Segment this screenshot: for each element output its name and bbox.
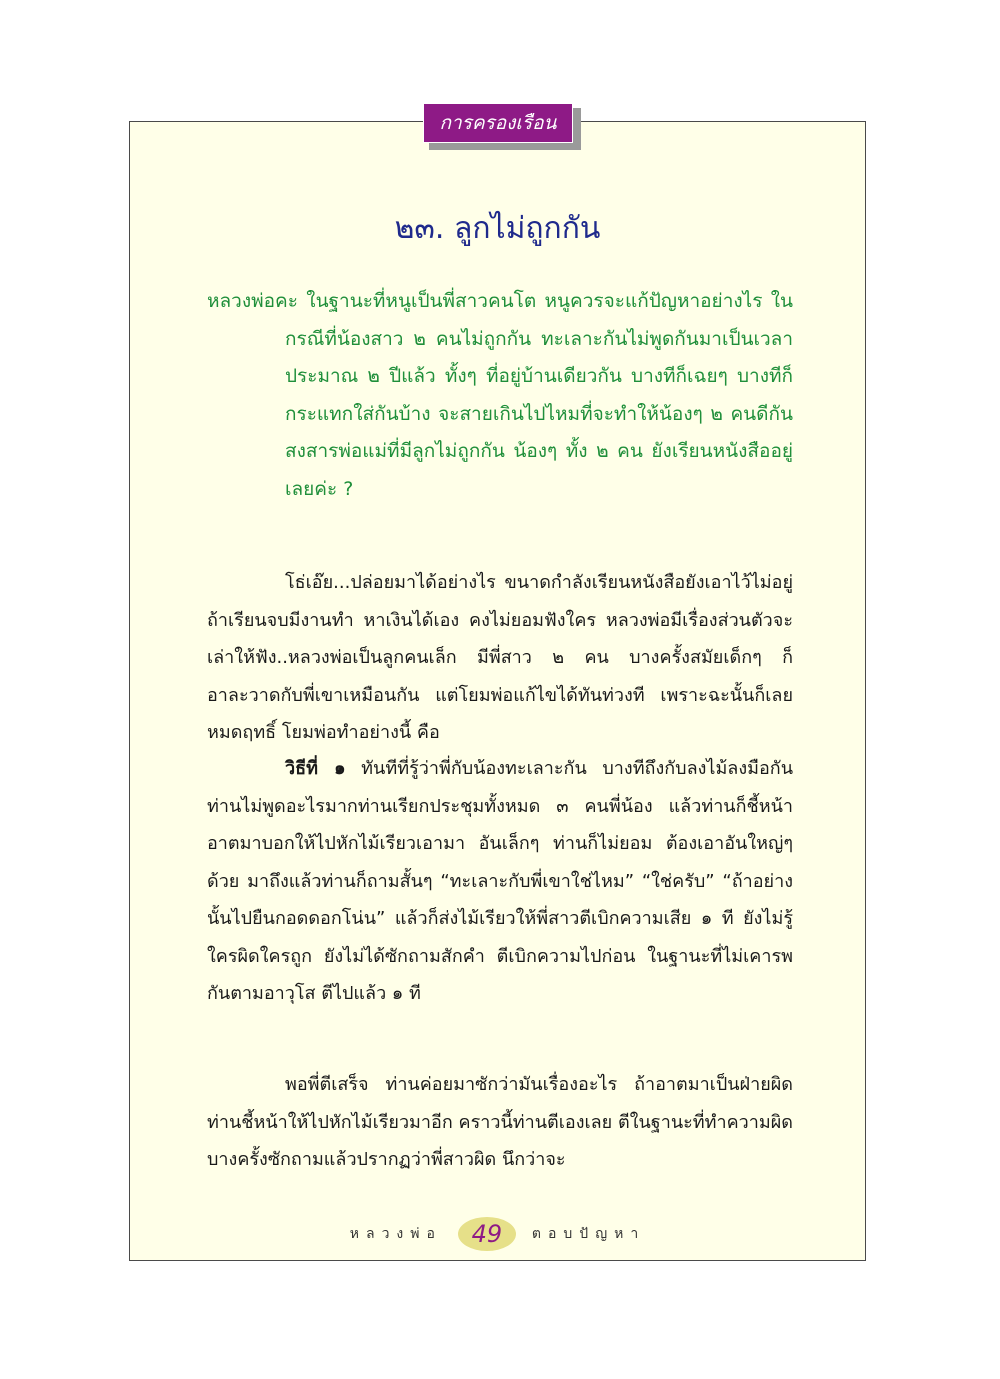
- question-text: หลวงพ่อคะ ในฐานะที่หนูเป็นพี่สาวคนโต หนูควรจะแก้ปัญหาอย่างไร ในกรณีที่น้องสาว ๒ คนไม่ถูกกัน ทะเลาะกันไม่พูดกันมาเป็นเวลาประมาณ ๒ ปีแล้ว ทั้งๆ ที่อยู่บ้านเดียวกัน บางทีก็เฉยๆ บางทีก็กระแทกใส่กันบ้าง จะสายเกินไปไหมที่จะทำให้น้องๆ ๒ คนดีกัน สงสารพ่อแม่ที่มีลูกไม่ถูกกัน น้องๆ ทั้ง ๒ คน ยังเรียนหนังสืออยู่เลยค่ะ ?: [207, 290, 793, 500]
- footer-left-text: หลวงพ่อ: [349, 1226, 442, 1242]
- footer-right-text: ตอบปัญหา: [531, 1226, 646, 1242]
- section-tab: การครองเรือน: [423, 103, 573, 143]
- answer-paragraph-1: โธ่เอ๊ย...ปล่อยมาได้อย่างไร ขนาดกำลังเรียนหนังสือยังเอาไว้ไม่อยู่ ถ้าเรียนจบมีงานทำ หาเงินได้เอง คงไม่ยอมฟังใคร หลวงพ่อมีเรื่องส่วนตัวจะเล่าให้ฟัง..หลวงพ่อเป็นลูกคนเล็ก มีพี่สาว ๒ คน บางครั้งสมัยเด็กๆ ก็อาละวาดกับพี่เขาเหมือนกัน แต่โยมพ่อแก้ไขได้ทันท่วงที เพราะฉะนั้นก็เลยหมดฤทธิ์ โยมพ่อทำอย่างนี้ คือ: [207, 572, 793, 743]
- method-text: ทันทีที่รู้ว่าพี่กับน้องทะเลาะกัน บางทีถึงกับลงไม้ลงมือกัน ท่านไม่พูดอะไรมากท่านเรียกประชุมทั้งหมด ๓ คนพี่น้อง แล้วท่านก็ชี้หน้าอาตมาบอกให้ไปหักไม้เรียวเอามา อันเล็กๆ ท่านก็ไม่ยอม ต้องเอาอันใหญ่ๆ ด้วย มาถึงแล้วท่านก็ถามสั้นๆ “ทะเลาะกับพี่เขาใช่ไหม” “ใช่ครับ” “ถ้าอย่างนั้นไปยืนกอดดอกโน่น” แล้วก็ส่งไม้เรียวให้พี่สาวตีเบิกความเสีย ๑ ที ยังไม่รู้ใครผิดใครถูก ยังไม่ได้ซักถามสักคำ ตีเบิกความไปก่อน ในฐานะที่ไม่เคารพกันตามอาวุโส ตีไปแล้ว ๑ ที: [207, 758, 794, 1004]
- page-footer: [129, 1212, 866, 1256]
- page-number: 49: [458, 1217, 516, 1251]
- answer-paragraph-3: พอพี่ตีเสร็จ ท่านค่อยมาซักว่ามันเรื่องอะไร ถ้าอาตมาเป็นฝ่ายผิดท่านชี้หน้าให้ไปหักไม้เรียวมาอีก คราวนี้ท่านตีเองเลย ตีในฐานะที่ทำความผิด บางครั้งซักถามแล้วปรากฏว่าพี่สาวผิด นึกว่าจะ: [207, 1074, 793, 1170]
- chapter-title: ๒๓. ลูกไม่ถูกกัน: [394, 211, 601, 246]
- answer-paragraph-2: [207, 750, 793, 1013]
- method-label: วิธีที่ ๑: [285, 758, 346, 779]
